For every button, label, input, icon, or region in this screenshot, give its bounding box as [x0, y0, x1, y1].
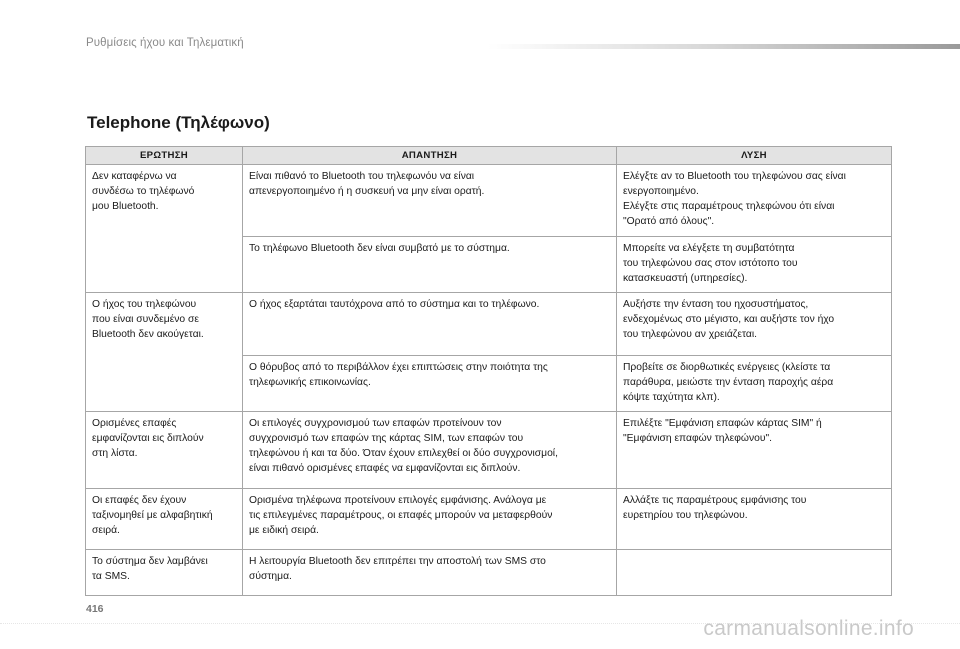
section-header: Ρυθμίσεις ήχου και Τηλεματική	[86, 37, 244, 49]
answer-cell: Η λειτουργία Bluetooth δεν επιτρέπει την αποστολή των SMS στο σύστημα.	[243, 550, 617, 596]
answer-cell: Ο θόρυβος από το περιβάλλον έχει επιπτώσεις στην ποιότητα της τηλεφωνικής επικοινωνίας.	[243, 356, 617, 412]
table-row	[86, 550, 892, 596]
answer-cell: Ο ήχος εξαρτάται ταυτόχρονα από το σύστημα και το τηλέφωνο.	[243, 293, 617, 356]
table-row	[86, 165, 892, 237]
question-cell: Ο ήχος του τηλεφώνου που είναι συνδεμένο σε Bluetooth δεν ακούγεται.	[86, 293, 243, 412]
table-row	[86, 412, 892, 489]
column-header-answer: ΑΠΑΝΤΗΣΗ	[243, 147, 617, 165]
table-row	[86, 293, 892, 356]
answer-cell: Οι επιλογές συγχρονισμού των επαφών προτείνουν τον συγχρονισμό των επαφών της κάρτας SIM, των επαφών του τηλεφώνου ή και τα δύο. Όταν έχουν επιλεχθεί οι δύο συγχρονισμοί, είναι πιθανό ορισμένες επαφές να εμφανίζονται εις διπλούν.	[243, 412, 617, 489]
answer-cell: Το τηλέφωνο Bluetooth δεν είναι συμβατό με το σύστημα.	[243, 237, 617, 293]
solution-cell: Μπορείτε να ελέγξετε τη συμβατότητα του τηλεφώνου σας στον ιστότοπο του κατασκευαστή (υπηρεσίες).	[617, 237, 892, 293]
question-cell: Οι επαφές δεν έχουν ταξινομηθεί με αλφαβητική σειρά.	[86, 489, 243, 550]
header-decorative-bar	[488, 44, 960, 49]
watermark-text: carmanualsonline.info	[703, 617, 914, 640]
solution-cell: Επιλέξτε "Εμφάνιση επαφών κάρτας SIM" ή "Εμφάνιση επαφών τηλεφώνου".	[617, 412, 892, 489]
solution-cell: Προβείτε σε διορθωτικές ενέργειες (κλείστε τα παράθυρα, μειώστε την ένταση παροχής αέρα κόψτε ταχύτητα κλπ).	[617, 356, 892, 412]
faq-table	[85, 146, 892, 596]
solution-cell: Αλλάξτε τις παραμέτρους εμφάνισης του ευρετηρίου του τηλεφώνου.	[617, 489, 892, 550]
question-cell: Δεν καταφέρνω να συνδέσω το τηλέφωνό μου Bluetooth.	[86, 165, 243, 293]
solution-cell: Ελέγξτε αν το Bluetooth του τηλεφώνου σας είναι ενεργοποιημένο. Ελέγξτε στις παραμέτρους τηλεφώνου ότι είναι "Ορατό από όλους".	[617, 165, 892, 237]
page-number: 416	[86, 603, 104, 615]
answer-cell: Είναι πιθανό το Bluetooth του τηλεφωνόυ να είναι απενεργοποιημένο ή η συσκευή να μην είναι ορατή.	[243, 165, 617, 237]
table-row	[86, 489, 892, 550]
table-header-row	[86, 147, 892, 165]
question-cell: Ορισμένες επαφές εμφανίζονται εις διπλούν στη λίστα.	[86, 412, 243, 489]
column-header-solution: ΛΥΣΗ	[617, 147, 892, 165]
solution-cell	[617, 550, 892, 596]
answer-cell: Ορισμένα τηλέφωνα προτείνουν επιλογές εμφάνισης. Ανάλογα με τις επιλεγμένες παραμέτρους, οι επαφές μπορούν να μεταφερθούν με ειδική σειρά.	[243, 489, 617, 550]
question-cell: Το σύστημα δεν λαμβάνει τα SMS.	[86, 550, 243, 596]
solution-cell: Αυξήστε την ένταση του ηχοσυστήματος, ενδεχομένως στο μέγιστο, και αυξήστε τον ήχο του τηλεφώνου αν χρειάζεται.	[617, 293, 892, 356]
page-title: Telephone (Τηλέφωνο)	[87, 113, 270, 132]
column-header-question: ΕΡΩΤΗΣΗ	[86, 147, 243, 165]
